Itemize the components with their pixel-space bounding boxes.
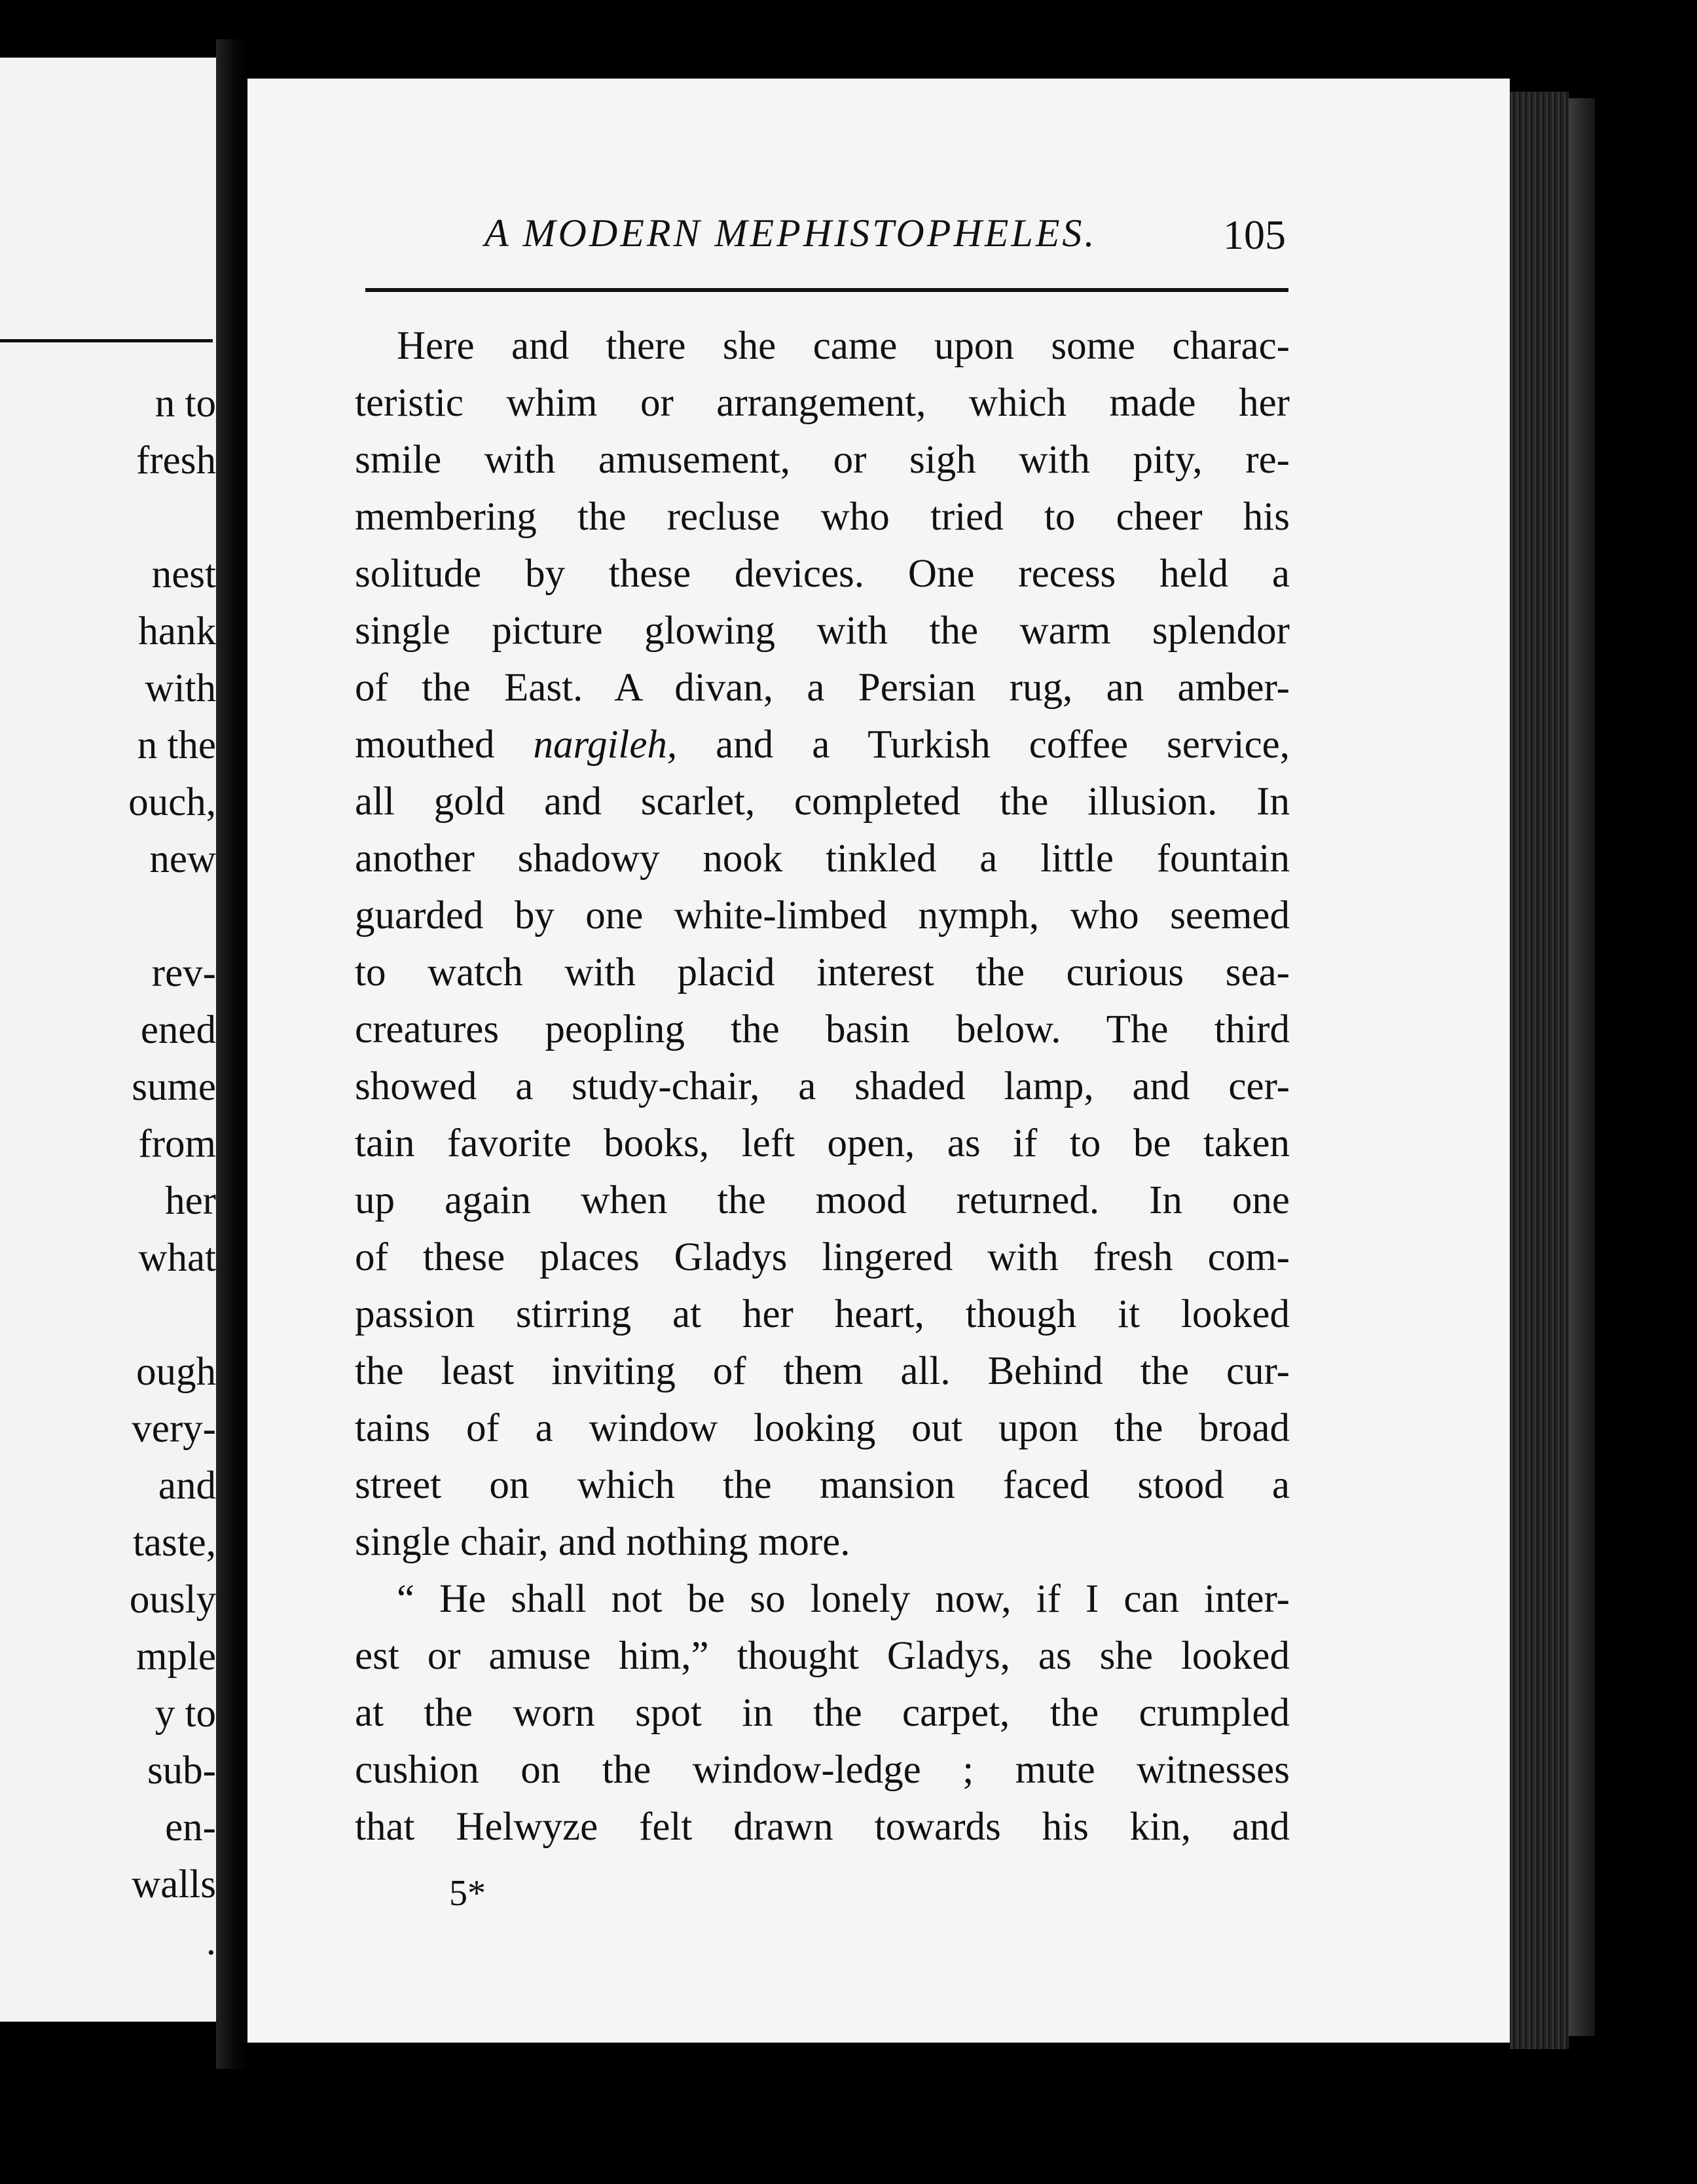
previous-page-line: very- — [132, 1407, 216, 1451]
text-line: of the East. A divan, a Persian rug, an amber- — [355, 666, 1290, 710]
previous-page-line: walls — [132, 1863, 216, 1906]
text-line: “ He shall not be so lonely now, if I can inter- — [397, 1577, 1290, 1621]
text-line: membering the recluse who tried to cheer his — [355, 495, 1290, 539]
running-header-title: A MODERN MEPHISTOPHELES. — [484, 211, 1097, 255]
text-line: guarded by one white-limbed nymph, who seemed — [355, 894, 1290, 937]
text-line: up again when the mood returned. In one — [355, 1178, 1290, 1222]
page-number: 105 — [1223, 211, 1286, 258]
previous-page-line: ough — [136, 1350, 216, 1394]
previous-page-line: from — [138, 1122, 216, 1166]
previous-page-line: ened — [140, 1008, 216, 1052]
previous-page-line: fresh — [136, 439, 216, 482]
text-line: tain favorite books, left open, as if to be taken — [355, 1121, 1290, 1165]
previous-page-line: and — [158, 1464, 216, 1508]
text-segment: mouthed — [355, 723, 534, 767]
previous-page-header-rule — [0, 339, 213, 342]
previous-page-line: taste, — [132, 1521, 216, 1565]
previous-page-line: y to — [155, 1692, 216, 1736]
text-line: that Helwyze felt drawn towards his kin, and — [355, 1805, 1290, 1849]
previous-page-line: with — [145, 666, 216, 710]
text-line: the least inviting of them all. Behind the cur- — [355, 1349, 1290, 1393]
previous-page-fragment — [0, 58, 224, 2022]
text-line: showed a study-chair, a shaded lamp, and cer- — [355, 1065, 1290, 1108]
text-line: another shadowy nook tinkled a little fountain — [355, 837, 1290, 881]
previous-page-line: new — [149, 837, 216, 881]
text-line: creatures peopling the basin below. The third — [355, 1008, 1290, 1051]
previous-page-line: what — [138, 1236, 216, 1280]
previous-page-line: mple — [136, 1635, 216, 1679]
text-line: passion stirring at her heart, though it looked — [355, 1292, 1290, 1336]
body-text — [355, 318, 1290, 1855]
text-line: solitude by these devices. One recess held a — [355, 552, 1290, 596]
text-line: est or amuse him,” thought Gladys, as she looked — [355, 1634, 1290, 1678]
text-line: at the worn spot in the carpet, the crumpled — [355, 1691, 1290, 1735]
text-line: cushion on the window-ledge ; mute witnesses — [355, 1748, 1290, 1792]
book-cover-edge — [1569, 98, 1595, 2036]
text-line: street on which the mansion faced stood a — [355, 1463, 1290, 1507]
previous-page-line: sume — [132, 1065, 216, 1109]
previous-page-line: her — [165, 1179, 216, 1223]
text-line: teristic whim or arrangement, which made her — [355, 381, 1290, 425]
page-edges — [1510, 92, 1569, 2049]
italic-word: nargileh, — [533, 723, 678, 767]
previous-page-line: nest — [151, 553, 216, 596]
text-line: to watch with placid interest the curious sea- — [355, 951, 1290, 994]
signature-mark: 5* — [449, 1873, 486, 1914]
book-gutter — [216, 39, 247, 2069]
text-line: Here and there she came upon some charac- — [397, 324, 1290, 368]
text-line: of these places Gladys lingered with fresh com- — [355, 1235, 1290, 1279]
previous-page-line: rev- — [151, 951, 216, 995]
previous-page-line: hank — [138, 610, 216, 653]
text-line: all gold and scarlet, completed the illusion. In — [355, 780, 1290, 824]
text-line: smile with amusement, or sigh with pity, re- — [355, 438, 1290, 482]
previous-page-line: n the — [137, 723, 216, 767]
previous-page-line: ously — [129, 1578, 216, 1622]
text-segment: and a Turkish coffee service, — [677, 723, 1290, 767]
text-line: single picture glowing with the warm splendor — [355, 609, 1290, 653]
previous-page-line: sub- — [147, 1749, 216, 1793]
previous-page-line: n to — [155, 382, 216, 426]
previous-page-line: ouch, — [128, 780, 216, 824]
text-line: tains of a window looking out upon the broad — [355, 1406, 1290, 1450]
previous-page-line: . — [206, 1920, 216, 1963]
header-rule — [365, 288, 1288, 292]
text-line: single chair, and nothing more. — [355, 1520, 850, 1564]
previous-page-line: en- — [165, 1806, 216, 1849]
text-line — [355, 716, 1290, 773]
